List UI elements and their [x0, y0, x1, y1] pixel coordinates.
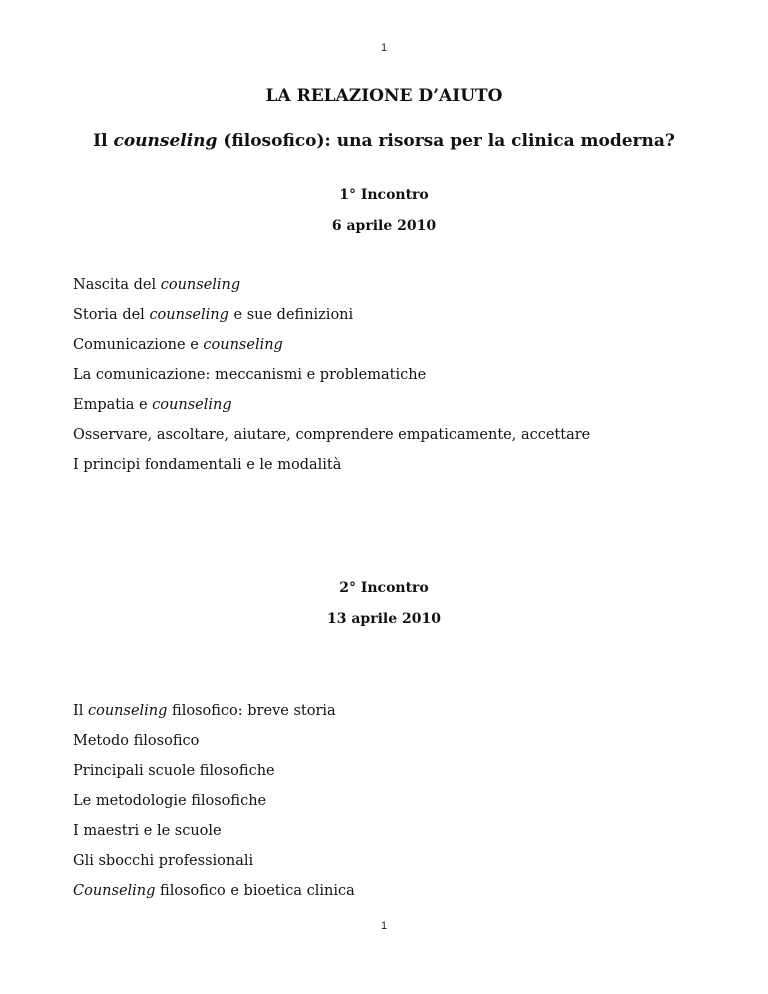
session-1-topic: Storia del counseling e sue definizioni [73, 307, 354, 323]
session-1-topic: Comunicazione e counseling [73, 337, 283, 353]
session-2-topic: I maestri e le scuole [73, 823, 222, 839]
session-1-date: 6 aprile 2010 [331, 218, 437, 234]
session-2-topic: Metodo filosofico [73, 733, 200, 749]
session-2-topic: Counseling filosofico e bioetica clinica [73, 883, 355, 899]
subtitle-prefix: Il [93, 131, 114, 151]
header-page-number: 1 [380, 42, 388, 54]
session-2-date: 13 aprile 2010 [327, 611, 441, 627]
session-1-topic: La comunicazione: meccanismi e problematiche [73, 367, 427, 383]
footer-page-number: 1 [380, 920, 388, 932]
session-1-heading: 1° Incontro [339, 187, 429, 203]
subtitle-emphasis: counseling [113, 131, 218, 151]
session-2-topic: Principali scuole filosofiche [73, 763, 275, 779]
session-1-topic: Osservare, ascoltare, aiutare, comprendere empaticamente, accettare [73, 427, 591, 443]
session-2-heading: 2° Incontro [339, 580, 429, 596]
session-1-topic: Nascita del counseling [73, 277, 241, 293]
subtitle-suffix: (filosofico): una risorsa per la clinica moderna? [217, 131, 675, 151]
session-2-topic: Il counseling filosofico: breve storia [73, 703, 336, 719]
session-1-topic: Empatia e counseling [73, 397, 232, 413]
session-2-topic: Gli sbocchi professionali [73, 853, 254, 869]
document-subtitle [0, 131, 768, 151]
session-1-topic: I principi fondamentali e le modalità [73, 457, 342, 473]
document-title: LA RELAZIONE D’AIUTO [265, 86, 503, 106]
session-2-topic: Le metodologie filosofiche [73, 793, 267, 809]
